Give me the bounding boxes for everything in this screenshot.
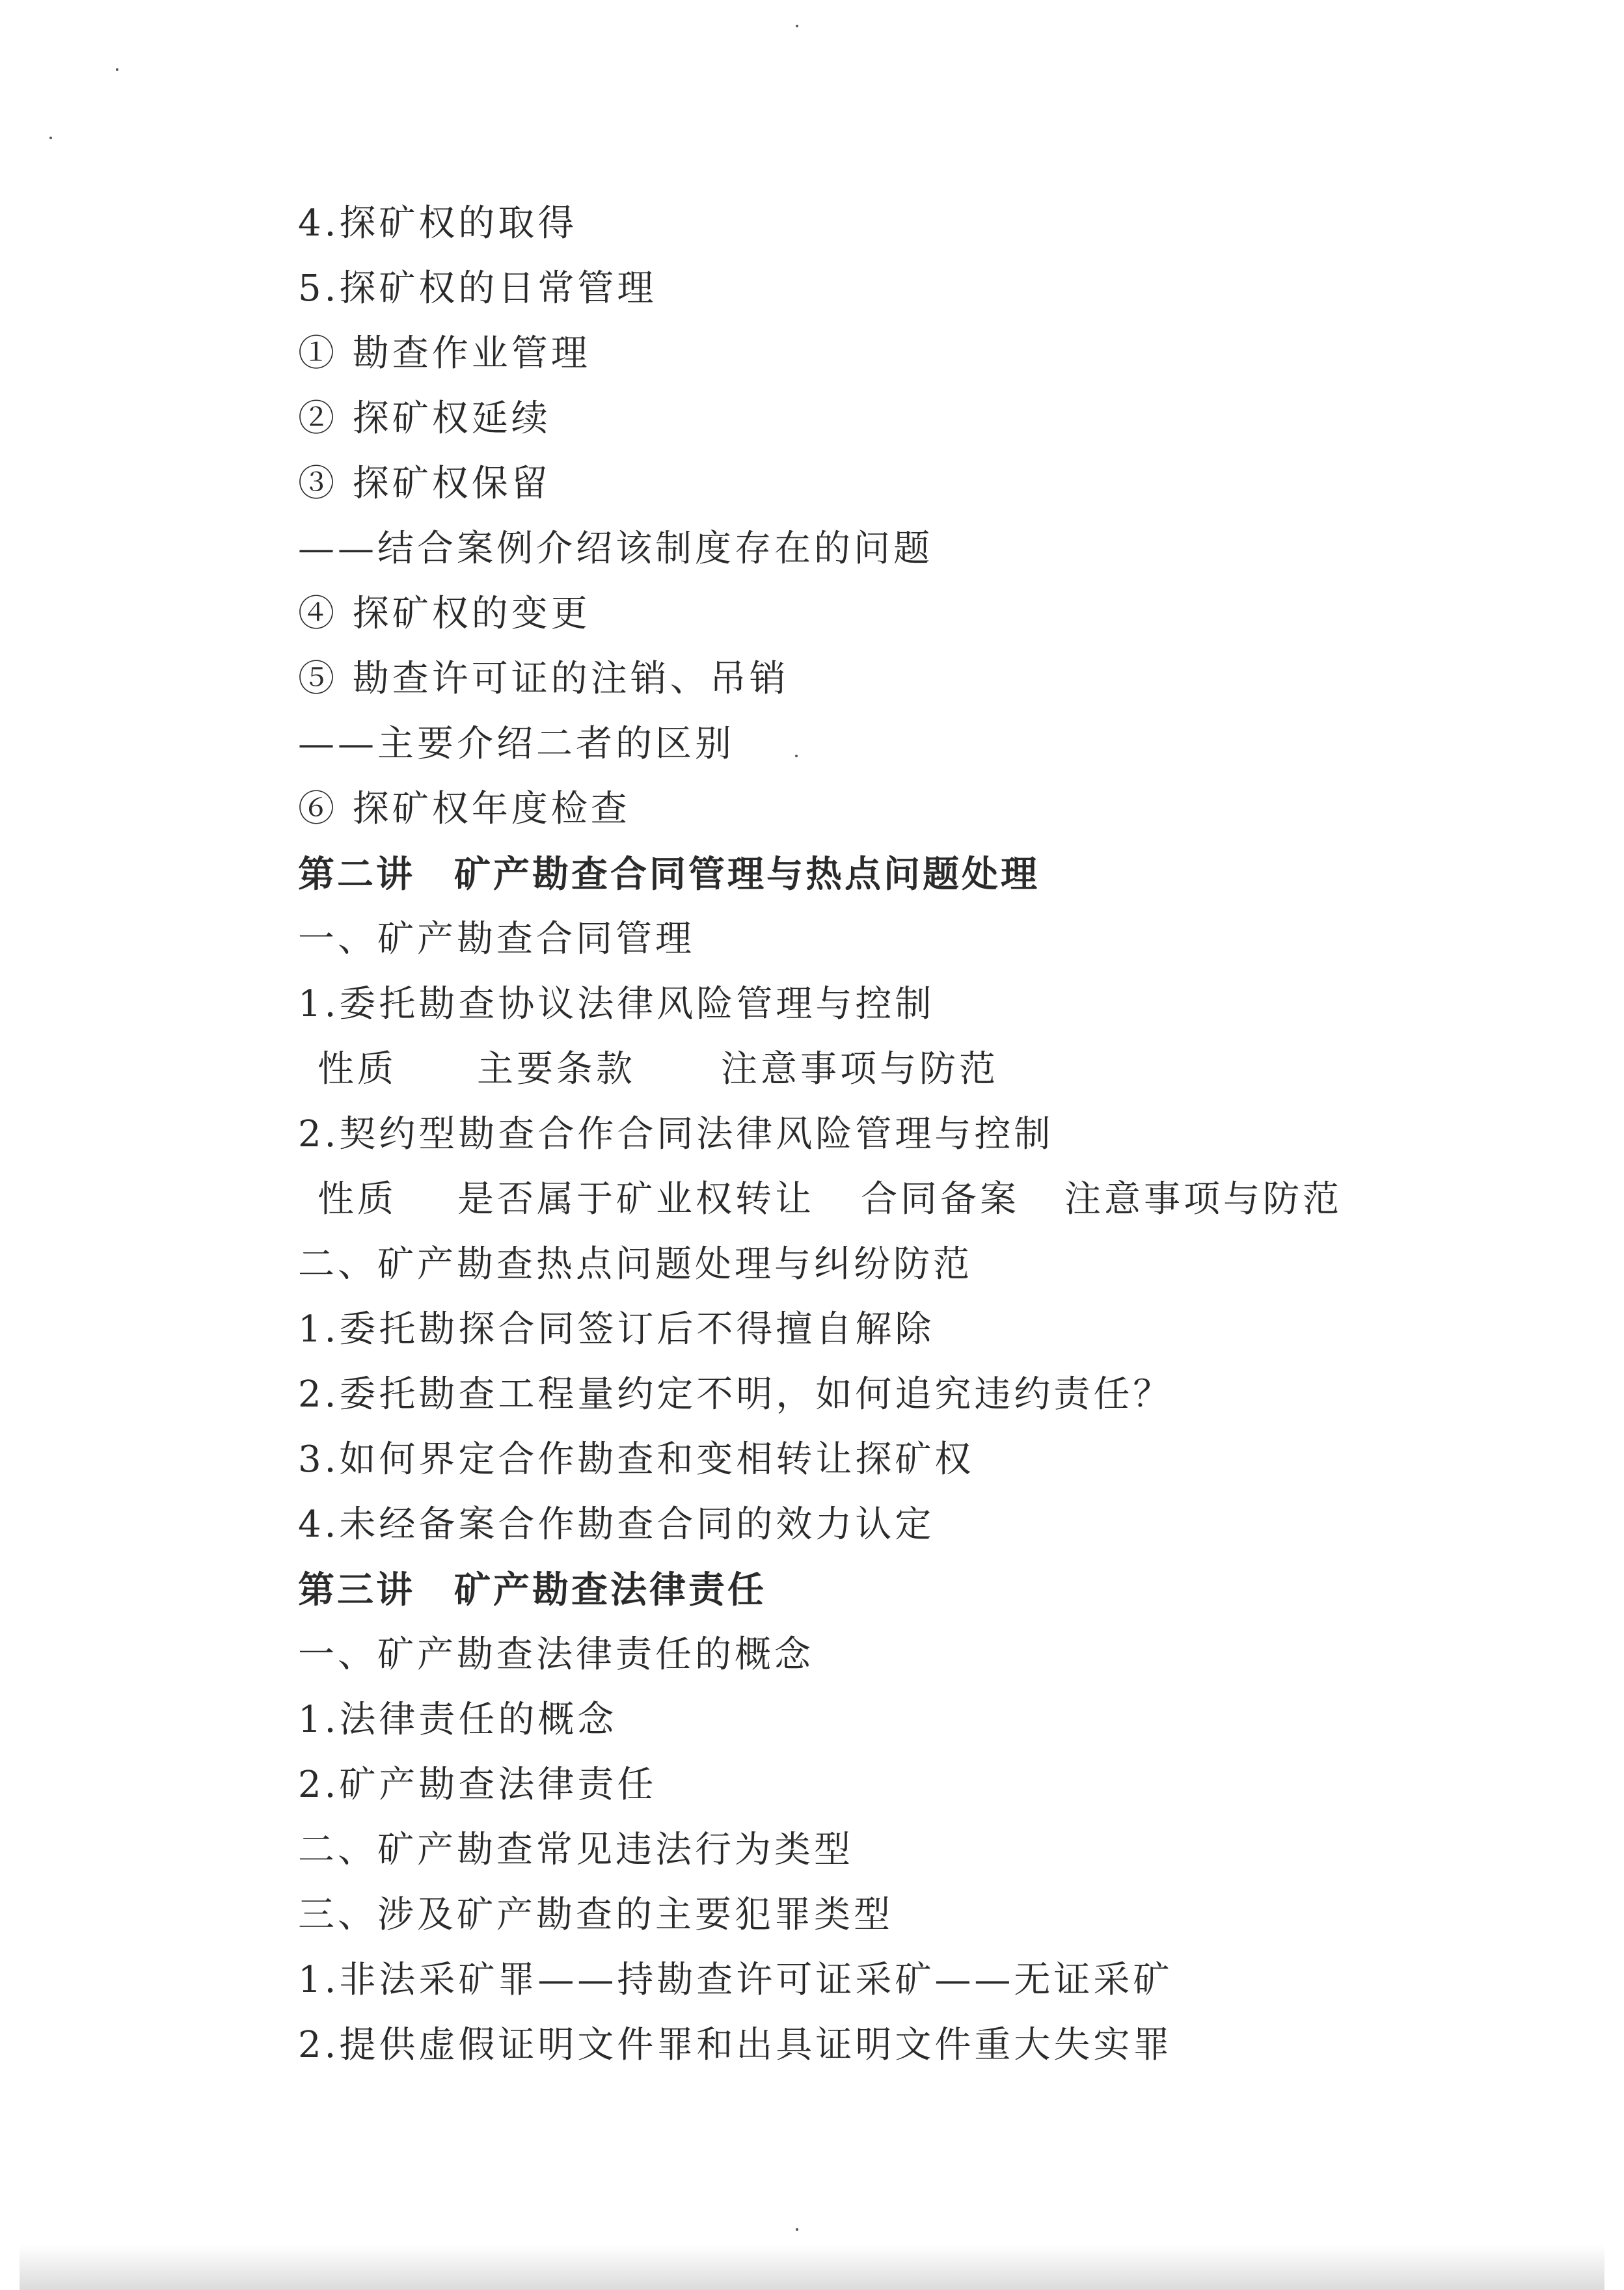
row2-item: 注意事项与防范 (1064, 1178, 1342, 1220)
text-line: ④ 探矿权的变更 (298, 593, 591, 635)
scan-edge-shadow (20, 2244, 1604, 2290)
text-line: ⑥ 探矿权年度检查 (298, 788, 630, 830)
row2-item: 是否属于矿业权转让 (457, 1178, 815, 1220)
row2-item: 性质 (318, 1178, 397, 1220)
text-line: 2.委托勘查工程量约定不明，如何追究违约责任？ (298, 1373, 1173, 1416)
lecture-heading: 第二讲 矿产勘查合同管理与热点问题处理 (298, 853, 1040, 896)
text-line: 4.未经备案合作勘查合同的效力认定 (298, 1503, 935, 1546)
lecture-heading: 第三讲 矿产勘查法律责任 (298, 1569, 766, 1611)
text-line: ——主要介绍二者的区别 (298, 723, 735, 765)
section-heading: 一、矿产勘查法律责任的概念 (298, 1634, 814, 1676)
text-line: 5.探矿权的日常管理 (298, 267, 657, 310)
section-heading: 二、矿产勘查常见违法行为类型 (298, 1829, 854, 1871)
row1-item: 注意事项与防范 (721, 1048, 999, 1090)
scan-speck (796, 2228, 798, 2231)
row1-item: 性质 (318, 1048, 397, 1090)
text-line: ① 勘查作业管理 (298, 332, 591, 375)
text-line: 1.委托勘查协议法律风险管理与控制 (298, 983, 935, 1025)
scan-speck (796, 25, 798, 27)
scan-speck (116, 68, 118, 71)
scan-speck (49, 137, 52, 139)
text-line: 1.非法采矿罪——持勘查许可证采矿——无证采矿 (298, 1959, 1173, 2001)
text-line: 1.委托勘探合同签订后不得擅自解除 (298, 1308, 935, 1351)
text-line: ——结合案例介绍该制度存在的问题 (298, 528, 933, 570)
section-heading: 二、矿产勘查热点问题处理与纠纷防范 (298, 1243, 973, 1286)
row2-item: 合同备案 (861, 1178, 1020, 1220)
text-line: 4.探矿权的取得 (298, 202, 578, 245)
text-line: ③ 探矿权保留 (298, 463, 551, 505)
text-line: 1.法律责任的概念 (298, 1699, 617, 1741)
scan-speck (795, 755, 798, 757)
row1-item: 主要条款 (477, 1048, 636, 1090)
text-line: 2.矿产勘查法律责任 (298, 1764, 657, 1806)
text-line: 2.提供虚假证明文件罪和出具证明文件重大失实罪 (298, 2024, 1173, 2066)
text-line: ② 探矿权延续 (298, 397, 551, 440)
text-line: 3.如何界定合作勘查和变相转让探矿权 (298, 1438, 975, 1481)
text-line: 2.契约型勘查合作合同法律风险管理与控制 (298, 1113, 1054, 1155)
text-line: ⑤ 勘查许可证的注销、吊销 (298, 658, 789, 700)
section-heading: 一、矿产勘查合同管理 (298, 918, 695, 960)
section-heading: 三、涉及矿产勘查的主要犯罪类型 (298, 1894, 893, 1936)
